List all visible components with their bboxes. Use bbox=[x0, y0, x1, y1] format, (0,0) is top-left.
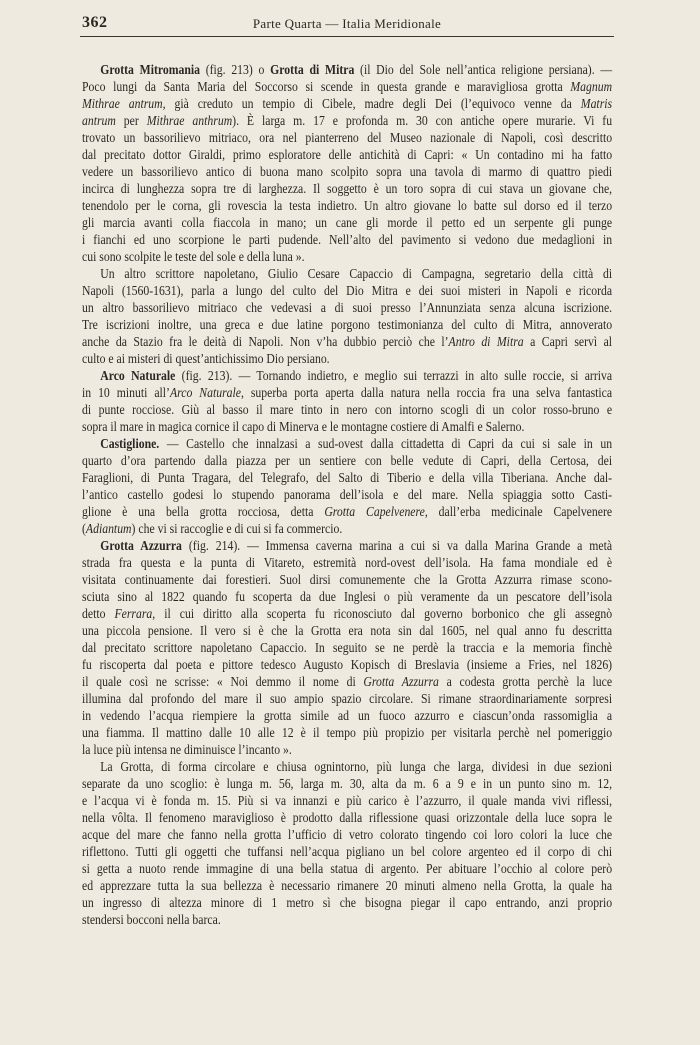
text-line bbox=[82, 673, 612, 690]
page-number: 362 bbox=[82, 14, 108, 31]
text-run: i fianchi ed uno scorpione le parti pudende. Nell’alto del pavimento si vedono due medaglioni in bbox=[82, 232, 613, 247]
text-run: ) che vi si raccoglie e di cui si fa commercio. bbox=[131, 521, 343, 536]
text-line bbox=[82, 350, 612, 367]
italic-term: Adiantum bbox=[85, 521, 132, 536]
text-line bbox=[82, 554, 612, 571]
text-run: l’antico castello godesi lo stupendo panorama dell’isola e del mare. Nella spiaggia sotto Casti- bbox=[82, 487, 613, 502]
text-line bbox=[82, 826, 612, 843]
running-title: Parte Quarta — Italia Meridionale bbox=[252, 16, 442, 31]
text-run: il quale così ne scrisse: « Noi demmo il nome di bbox=[82, 674, 364, 689]
text-run: (fig. 213). — Tornando indietro, e meglio sui terrazzi in alto sulle roccie, si arriva bbox=[175, 368, 613, 383]
italic-term: Grotta Capelvenere bbox=[324, 504, 425, 519]
text-line bbox=[82, 435, 612, 452]
text-line bbox=[82, 894, 612, 911]
text-run: un ingresso di altezza minore di 1 metro sì che bisogna piegar il capo entrando, anzi proprio bbox=[82, 895, 613, 910]
italic-term: Antro di Mitra bbox=[448, 334, 524, 349]
text-line bbox=[82, 299, 612, 316]
paragraph bbox=[82, 367, 612, 435]
text-run: ). È larga m. 17 e profonda m. 30 con antiche opere murarie. Vi fu bbox=[232, 113, 613, 128]
bold-heading: Grotta Azzurra bbox=[100, 538, 182, 553]
paragraph bbox=[82, 61, 612, 265]
text-run: acque del mare che fanno nella grotta l’ufficio di vetro colorato tingendo coi loro colori la luce che bbox=[82, 827, 613, 842]
bold-heading: Grotta di Mitra bbox=[270, 62, 355, 77]
text-line bbox=[82, 877, 612, 894]
text-line bbox=[82, 316, 612, 333]
paragraph bbox=[82, 435, 612, 537]
header-rule bbox=[80, 36, 614, 37]
text-run: un altro bassorilievo mitriaco che vedevasi a di suoi presso l’Annunziata senza alcuna iscrizione. bbox=[82, 300, 613, 315]
text-line bbox=[82, 809, 612, 826]
text-run: La Grotta, di forma circolare e chiusa ognintorno, più lunga che larga, dividesi in due sezioni bbox=[100, 759, 613, 774]
text-run: fu riscoperta dal poeta e pittore tedesco Augusto Kopisch di Breslavia (insieme a Fries, nel 1826) bbox=[82, 657, 613, 672]
text-run: strada fra questa e la punta di Vitareto, estremità nord-ovest dell’isola. Ha fama mondiale ed è bbox=[82, 555, 613, 570]
text-line bbox=[82, 843, 612, 860]
text-line bbox=[82, 707, 612, 724]
text-run: , il cui diritto alla scoperta fu riconosciuto dal governo borbonico che gli assegnò bbox=[152, 606, 613, 621]
text-run: sopra il mare in magica cornice il capo di Minerva e le montagne costiere di Amalfi e Salerno. bbox=[82, 419, 525, 434]
text-run: Un altro scrittore napoletano, Giulio Cesare Capaccio di Campagna, segretario della città di bbox=[100, 266, 613, 281]
text-line bbox=[82, 384, 612, 401]
text-run: per bbox=[115, 113, 147, 128]
bold-heading: Castiglione. bbox=[100, 436, 160, 451]
text-run: già creduto un tempio di Cibele, madre degli Dei (l’equivoco venne da bbox=[165, 96, 581, 111]
italic-term: Ferrara bbox=[114, 606, 153, 621]
text-line bbox=[82, 333, 612, 350]
text-line bbox=[82, 282, 612, 299]
text-run: gli marcia avanti colla fiaccola in mano; un cane gli morde il petto ed un serpente gli punge bbox=[82, 215, 613, 230]
text-run: dal precitato scrittore napoletano Capaccio. In seguito se ne perdè la traccia e la memoria finchè bbox=[82, 640, 613, 655]
text-line bbox=[82, 146, 612, 163]
text-run: e l’acqua vi è fonda m. 15. Più si va innanzi e più carico è l’azzurro, il quale manda vivi riflessi, bbox=[82, 793, 613, 808]
text-run: separate da uno scoglio: è lunga m. 56, larga m. 30, alta da m. 6 a 9 e in un punto sino m. 12, bbox=[82, 776, 613, 791]
text-run: culto e ai misteri di quest’antichissimo Dio persiano. bbox=[82, 351, 330, 366]
text-line bbox=[82, 231, 612, 248]
italic-term: Magnum bbox=[570, 79, 613, 94]
text-run: detto bbox=[82, 606, 115, 621]
text-line bbox=[82, 571, 612, 588]
text-run: Poco lungi da Santa Maria del Soccorso si scende in questa grande e maravigliosa grotta bbox=[82, 79, 571, 94]
bold-heading: Grotta Mitromania bbox=[100, 62, 201, 77]
text-run: incirca di lunghezza sopra tre di larghezza. Il soggetto è un toro sopra di cui stava un giovane che, bbox=[82, 181, 613, 196]
text-run: cui sono scolpite le teste del sole e della luna ». bbox=[82, 249, 305, 264]
text-line bbox=[82, 537, 612, 554]
text-run: illumina dal profondo del mare il suo ampio spazio circolare. Si rimane straordinariamente sorpresi bbox=[82, 691, 613, 706]
text-line bbox=[82, 486, 612, 503]
text-run: Tre iscrizioni inoltre, una greca e due latine porgono testimonianza del culto di Mitra, annoverato bbox=[82, 317, 613, 332]
text-line bbox=[82, 860, 612, 877]
text-line bbox=[82, 741, 612, 758]
paragraph bbox=[82, 265, 612, 367]
italic-term: Mithrae antrum, bbox=[82, 96, 166, 111]
text-run: nella vôlta. Il fenomeno maraviglioso è prodotto dalla riflessione quasi orizzontale della luce sopra le bbox=[82, 810, 613, 825]
text-line bbox=[82, 588, 612, 605]
text-run: (fig. 213) o bbox=[200, 62, 271, 77]
text-run: la luce più intensa ne diminuisce l’incanto ». bbox=[82, 742, 292, 757]
text-run: a codesta grotta perchè la luce bbox=[438, 674, 613, 689]
text-run: tenendolo per le corna, gli rovescia la testa indietro. Un altro giovane lo batte sul dorso ed il terzo bbox=[82, 198, 613, 213]
text-run: si getta a nuoto rende immagine di una bella statua di argento. Per abituare l’occhio al colore però bbox=[82, 861, 613, 876]
text-run: — Castello che innalzasi a sud-ovest dalla cittadetta di Capri da cui si sale in un bbox=[159, 436, 613, 451]
text-run: Faraglioni, di Punta Tragara, del Telegrafo, del Salto di Tiberio e della villa Tiberiana. Anche dal- bbox=[82, 470, 613, 485]
text-line bbox=[82, 95, 612, 112]
text-run: dal precitato dottor Giraldi, primo esploratore delle antichità di Capri: « Un contadino mi ha fatto bbox=[82, 147, 613, 162]
text-line bbox=[82, 248, 612, 265]
text-run: riflettono. Tutti gli oggetti che tuffansi nell’acqua pigliano un bel colore argenteo ed il corpo di chi bbox=[82, 844, 613, 859]
text-line bbox=[82, 605, 612, 622]
text-run: ( bbox=[82, 521, 86, 536]
text-run: , dall’erba medicinale Capelvenere bbox=[424, 504, 613, 519]
paragraph bbox=[82, 758, 612, 928]
text-line bbox=[82, 690, 612, 707]
text-line bbox=[82, 78, 612, 95]
text-run: una fiamma. Il mattino dalle 10 alle 12 è il tempo più propizio per visitarla perchè nel pomeriggio bbox=[82, 725, 613, 740]
text-line bbox=[82, 61, 612, 78]
text-line bbox=[82, 452, 612, 469]
bold-heading: Arco Naturale bbox=[100, 368, 176, 383]
text-run: ed apprezzare tutta la sua bellezza è necessario rimanere 20 minuti almeno nella Grotta, la quale ha bbox=[82, 878, 613, 893]
text-line bbox=[82, 214, 612, 231]
italic-term: Mithrae anthrum bbox=[146, 113, 233, 128]
text-run: , superba porta aperta dalla natura nella roccia fra una selva fantastica bbox=[240, 385, 613, 400]
text-line bbox=[82, 197, 612, 214]
text-run: a Capri servì al bbox=[523, 334, 613, 349]
text-run: sciuta sino al 1822 quando fu scoperta da due Inglesi o più veramente da un pescatore dell’isola bbox=[82, 589, 613, 604]
italic-term: antrum bbox=[82, 113, 116, 128]
text-line bbox=[82, 639, 612, 656]
text-run: vedere un bassorilievo antico di buona mano scolpito sopra una tavola di marmo di quattro piedi bbox=[82, 164, 613, 179]
text-line bbox=[82, 656, 612, 673]
text-line bbox=[82, 622, 612, 639]
text-run: visitata continuamente dai forestieri. Suol dirsi comunemente che la Grotta Azzurra rimase scono- bbox=[82, 572, 613, 587]
text-line bbox=[82, 367, 612, 384]
text-line bbox=[82, 503, 612, 520]
text-run: anche da Stazio fra le deità di Napoli. Non v’ha dubbio perciò che l’ bbox=[82, 334, 449, 349]
text-line bbox=[82, 520, 612, 537]
text-run: Napoli (1560-1631), parla a lungo del culto del Dio Mitra e dei suoi misteri in Napoli e ricorda bbox=[82, 283, 613, 298]
italic-term: Grotta Azzurra bbox=[363, 674, 439, 689]
italic-term: Matris bbox=[580, 96, 613, 111]
text-line bbox=[82, 469, 612, 486]
text-line bbox=[82, 180, 612, 197]
italic-term: Arco Naturale bbox=[169, 385, 241, 400]
text-run: in vedendo l’acqua riempiere la grotta simile ad un fuoco azzurro e ciascun’onda rassomiglia a bbox=[82, 708, 613, 723]
text-run: in 10 minuti all’ bbox=[82, 385, 170, 400]
text-line bbox=[82, 265, 612, 282]
text-run: glione è una bella grotta rocciosa, detta bbox=[82, 504, 325, 519]
text-line bbox=[82, 911, 612, 928]
text-line bbox=[82, 401, 612, 418]
text-run: quarto d’ora partendo dalla piazza per un sentiere con belle vedute di Capri, della Certosa, dei bbox=[82, 453, 613, 468]
text-line bbox=[82, 792, 612, 809]
text-run: stendersi bocconi nella barca. bbox=[82, 912, 221, 927]
paragraph bbox=[82, 537, 612, 758]
text-line bbox=[82, 129, 612, 146]
text-run: (fig. 214). — Immensa caverna marina a cui si va dalla Marina Grande a metà bbox=[181, 538, 613, 553]
text-run: una piccola pensione. Il vero si è che la Grotta era nota sin dal 1605, nel qual anno fu descritta bbox=[82, 623, 613, 638]
text-run: trovato un bassorilievo mitriaco, ora nel pianterreno del Museo nazionale di Napoli, così descritto bbox=[82, 130, 613, 145]
text-line bbox=[82, 163, 612, 180]
text-line bbox=[82, 112, 612, 129]
text-run: (il Dio del Sole nell’antica religione persiana). — bbox=[354, 62, 613, 77]
body-text bbox=[82, 61, 612, 928]
text-line bbox=[82, 418, 612, 435]
text-line bbox=[82, 724, 612, 741]
text-line bbox=[82, 758, 612, 775]
text-run: di punte rocciose. Giù al basso il mare tinto in nero con intorno scogli di un color rosso-bruno e bbox=[82, 402, 613, 417]
text-line bbox=[82, 775, 612, 792]
